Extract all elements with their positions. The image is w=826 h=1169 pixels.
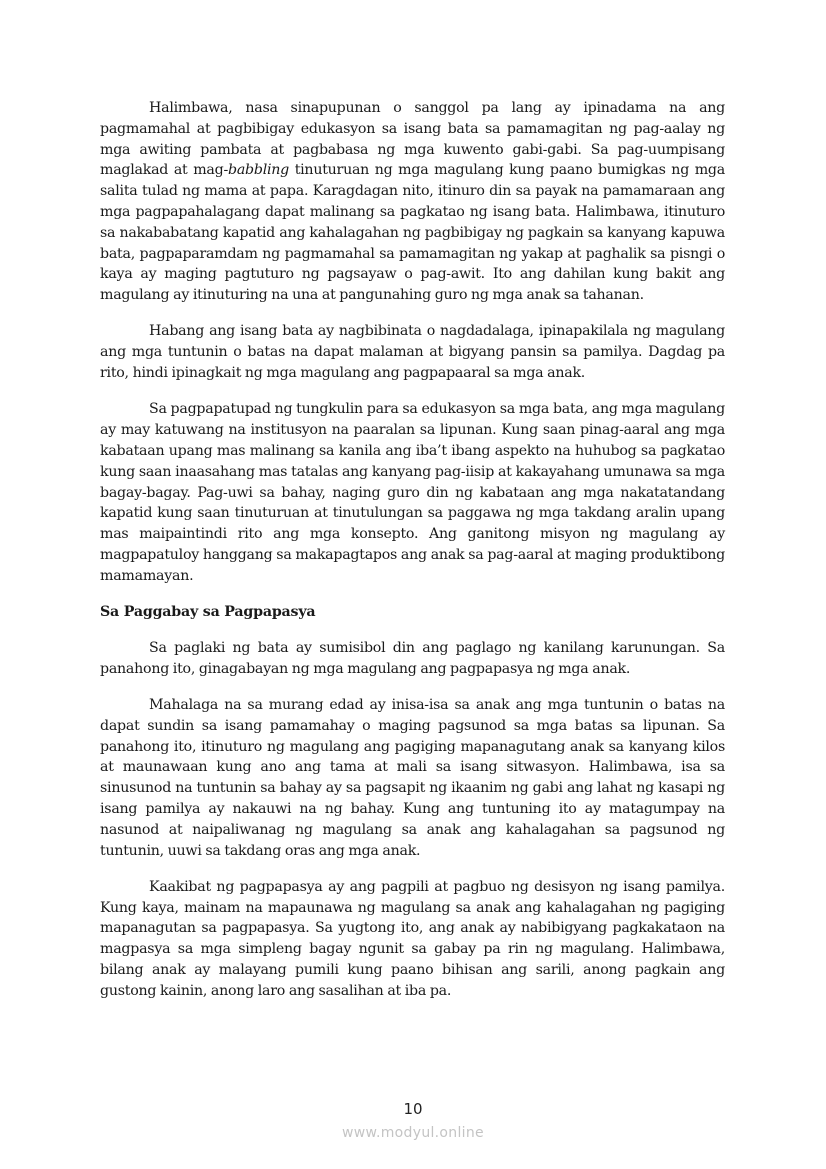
italic-term: babbling	[227, 162, 289, 179]
paragraph-school-partnership: Sa pagpapatupad ng tungkulin para sa edukasyon sa mga bata, ang mga magulang ay may katuwang na institusyon na paaralan sa lipunan. Kung saan pinag-aaral ang mga kabataan upang mas malinang sa kanila ang iba’t ibang aspekto na huhubog sa pagkatao kung saan inaasahang mas tatalas ang kanyang pag-iisip at kakayahang umunawa sa mga bagay-bagay. Pag-uwi sa bahay, naging guro din ng kabataan ang mga nakatatandang kapatid kung saan tinuturuan at tinutulungan sa paggawa ng mga takdang aralin upang mas maipaintindi rito ang mga konsepto. Ang ganitong misyon ng magulang ay magpapatuloy hanggang sa makapagtapos ang anak sa pag-aaral at maging produktibong mamamayan.	[100, 401, 725, 584]
paragraph-text: tinuturuan ng mga magulang kung paano bumigkas ng mga salita tulad ng mama at papa. Karagdagan nito, itinuro din sa payak na pamamaraan ang mga pagpapahalagang dapat malinang sa pagkatao ng isang bata. Halimbawa, itinuturo sa nakababatang kapatid ang kahalagahan ng pagbibigay ng pagkain sa kanyang kapuwa bata, pagpaparamdam ng pagmamahal sa pamamagitan ng yakap at paghalik sa pisngi o kaya ay maging pagtuturo ng pagsayaw o pag-awit. Ito ang dahilan kung bakit ang magulang ay itinuturing na una at pangunahing guro ng mga anak sa tahanan.	[100, 162, 725, 304]
paragraph-rules: Mahalaga na sa murang edad ay inisa-isa sa anak ang mga tuntunin o batas na dapat sundin sa isang pamamahay o maging pagsunod sa mga batas sa lipunan. Sa panahong ito, itinuturo ng magulang ang pagiging mapanagutang anak sa kanyang kilos at maunawaan kung ano ang tama at mali sa isang sitwasyon. Halimbawa, isa sa sinusunod na tuntunin sa bahay ay sa pagsapit ng ikaanim ng gabi ang lahat ng kasapi ng isang pamilya ay nakauwi na ng bahay. Kung ang tuntuning ito ay matagumpay na nasunod at naipaliwanag ng magulang sa anak ang kahalagahan sa pagsunod ng tuntunin, uuwi sa takdang oras ang mga anak.	[100, 696, 725, 859]
paragraph-early-childhood	[100, 98, 725, 306]
paragraph-adolescence: Habang ang isang bata ay nagbibinata o nagdadalaga, ipinapakilala ng magulang ang mga tuntunin o batas na dapat malaman at bigyang pansin sa pamilya. Dagdag pa rito, hindi ipinagkait ng mga magulang ang pagpapaaral sa mga anak.	[100, 323, 725, 382]
page-number: 10	[403, 1100, 423, 1118]
paragraph-text: Halimbawa, nasa sinapupunan o sanggol pa lang ay ipinadama na ang pagmamahal at pagbibigay edukasyon sa isang bata sa pamamagitan ng pag-aalay ng mga awiting pambata at pagbabasa ng mga kuwento gabi-gabi. Sa pag-uumpisang maglakad at mag-	[100, 100, 725, 179]
watermark: www.modyul.online	[342, 1125, 484, 1141]
paragraph-decision-making: Kaakibat ng pagpapasya ay ang pagpili at pagbuo ng desisyon ng isang pamilya. Kung kaya, mainam na mapaunawa ng magulang sa anak ang kahalagahan ng pagiging mapanagutan sa pagpapasya. Sa yugtong ito, ang anak ay nabibigyang pagkakataon na magpasya sa mga simpleng bagay ngunit sa gabay pa rin ng magulang. Halimbawa, bilang anak ay malayang pumili kung paano bihisan ang sarili, anong pagkain ang gustong kainin, anong laro ang sasalihan at iba pa.	[100, 878, 725, 999]
page-body	[100, 98, 725, 1017]
section-heading: Sa Paggabay sa Pagpapasya	[100, 604, 316, 621]
paragraph-growth-guidance: Sa paglaki ng bata ay sumisibol din ang paglago ng kanilang karunungan. Sa panahong ito, ginagabayan ng mga magulang ang pagpapasya ng mga anak.	[100, 639, 725, 677]
